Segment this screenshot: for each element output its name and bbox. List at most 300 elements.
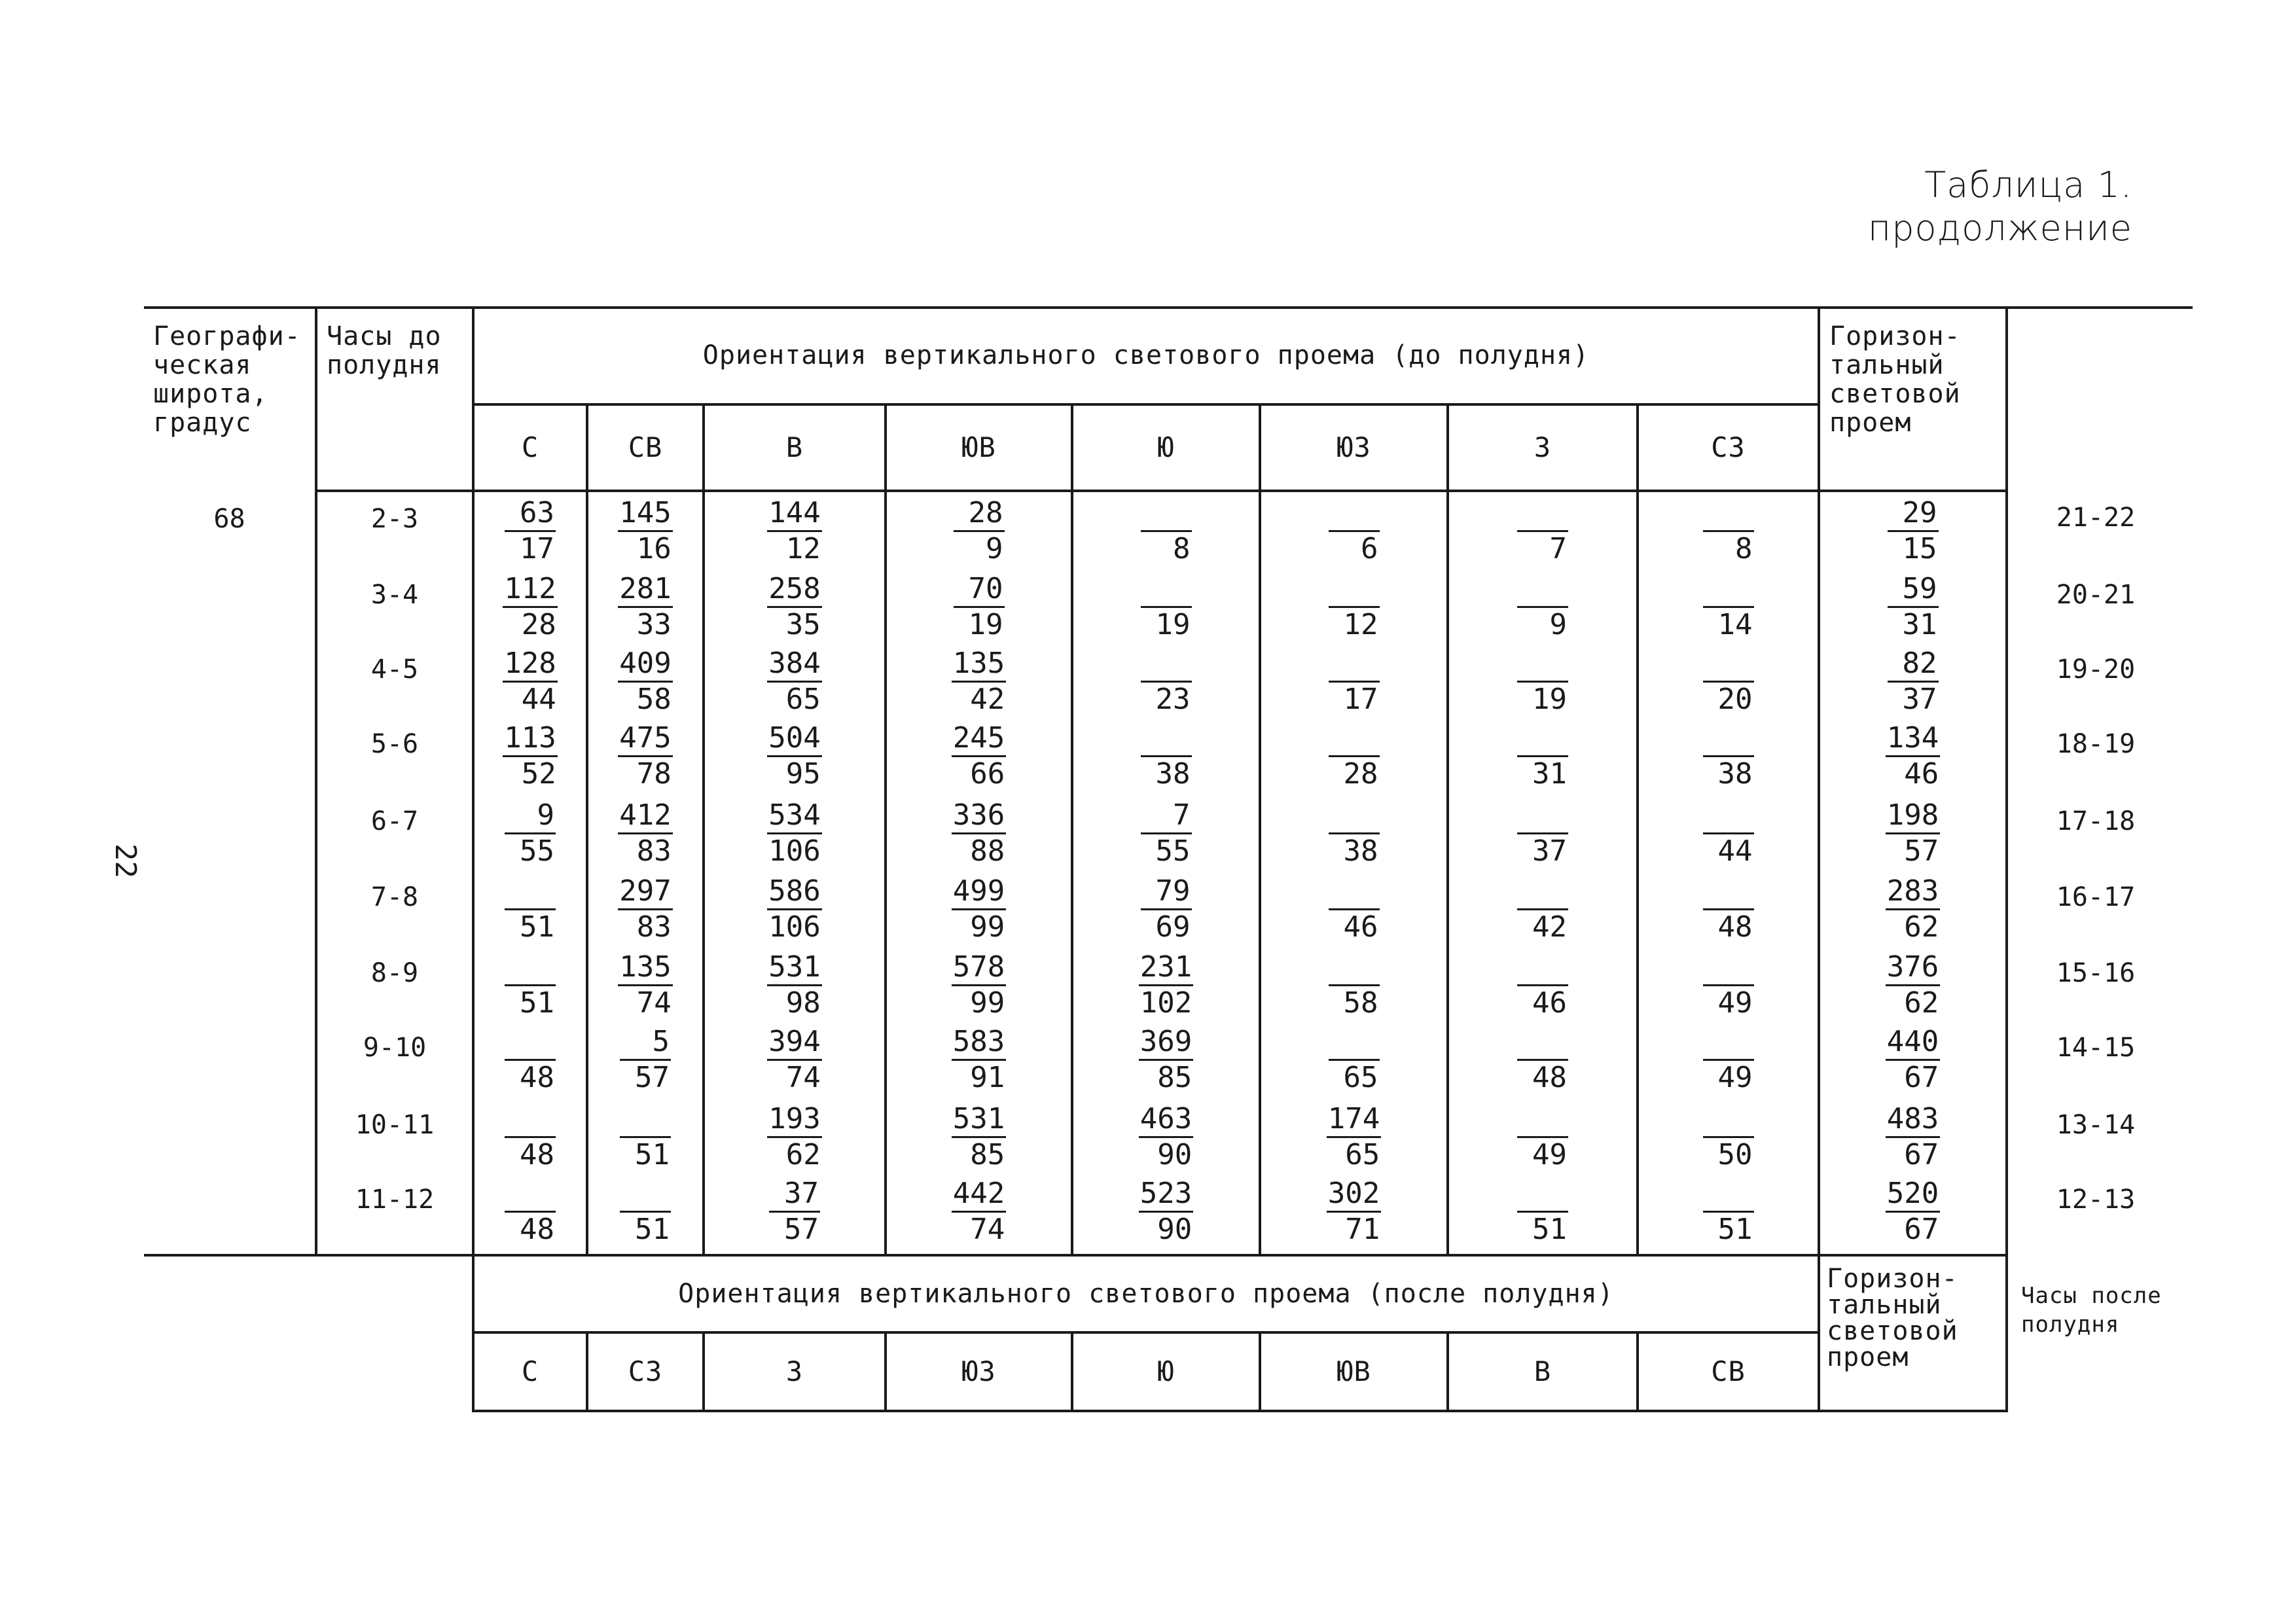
table-title-line2: продолжение	[1867, 207, 2132, 249]
fraction-denominator: 50	[1717, 1138, 1753, 1171]
fraction-numerator: 412	[618, 798, 672, 834]
fraction-denominator: 35	[785, 608, 821, 641]
horizontal-cell	[1819, 1098, 2007, 1173]
fraction	[1517, 647, 1568, 717]
fraction	[1329, 1025, 1380, 1095]
value-cell	[473, 717, 587, 794]
fraction-denominator: 49	[1717, 986, 1753, 1020]
hours-after-cell: 16-17	[2056, 882, 2136, 912]
fraction-cell	[1820, 946, 2005, 1020]
value-cell	[886, 1098, 1072, 1173]
latitude-cell	[144, 717, 316, 794]
fraction-denominator: 12	[1343, 608, 1378, 641]
value-cell	[1072, 870, 1260, 946]
fraction-numerator	[505, 1102, 556, 1138]
fraction-numerator	[620, 1177, 671, 1213]
fraction	[767, 1102, 821, 1172]
fraction-cell	[475, 1098, 586, 1172]
fraction-numerator	[1703, 1102, 1754, 1138]
hours-after-cell: 19-20	[2056, 654, 2136, 685]
fraction-numerator: 520	[1886, 1177, 1940, 1213]
value-cell	[1072, 946, 1260, 1021]
fraction	[1703, 721, 1754, 791]
hours-after-cell: 20-21	[2056, 580, 2136, 610]
fraction-denominator: 38	[1343, 834, 1378, 868]
fraction-cell	[1261, 1098, 1446, 1172]
latitude-cell	[144, 794, 316, 870]
fraction-cell	[588, 643, 702, 717]
fraction-denominator: 9	[986, 532, 1003, 565]
value-cell	[1072, 794, 1260, 870]
fraction-cell	[1261, 794, 1446, 868]
fraction-cell	[1639, 794, 1818, 868]
fraction	[1329, 647, 1380, 717]
fraction-denominator: 69	[1155, 910, 1191, 944]
fraction	[1141, 496, 1192, 566]
fraction-cell	[1073, 794, 1259, 868]
table-title	[1868, 164, 2132, 250]
horizontal-cell	[1819, 870, 2007, 946]
fraction-cell	[705, 717, 884, 791]
fraction-numerator: 336	[952, 798, 1006, 834]
fraction-denominator: 85	[1157, 1061, 1193, 1094]
fraction-cell	[705, 1098, 884, 1172]
fraction	[952, 647, 1006, 717]
fraction-numerator: 70	[954, 572, 1005, 608]
header-horizontal-after: Горизон- тальный световой проем	[1819, 1255, 2007, 1411]
fraction	[954, 496, 1005, 566]
fraction	[767, 950, 821, 1020]
value-cell	[587, 794, 704, 870]
hours-before-cell: 11-12	[316, 1173, 473, 1255]
fraction-cell	[1639, 1173, 1818, 1247]
table-row	[144, 568, 2183, 643]
fraction-numerator: 409	[618, 647, 672, 683]
fraction-denominator: 83	[636, 910, 672, 944]
fraction-cell	[475, 1173, 586, 1247]
fraction	[618, 647, 672, 717]
fraction-cell	[475, 492, 586, 566]
fraction-denominator: 55	[520, 834, 554, 868]
fraction	[1139, 1025, 1193, 1095]
value-cell	[704, 643, 886, 717]
value-cell	[704, 794, 886, 870]
fraction-denominator: 88	[970, 834, 1005, 868]
fraction-numerator	[1703, 572, 1754, 608]
fraction	[1329, 572, 1380, 642]
fraction-numerator: 245	[952, 721, 1006, 757]
value-cell	[1638, 946, 1819, 1021]
fraction	[1886, 874, 1940, 944]
fraction	[1703, 1025, 1754, 1095]
fraction	[1329, 950, 1380, 1020]
fraction-denominator: 62	[1904, 910, 1939, 944]
fraction-denominator: 16	[636, 532, 672, 565]
hours-after-cell: 13-14	[2056, 1110, 2136, 1140]
header-hours-after: Часы после полудня	[2021, 1283, 2162, 1338]
header-empty-right	[2007, 308, 2183, 491]
fraction-denominator: 99	[970, 986, 1005, 1020]
fraction-numerator: 475	[618, 721, 672, 757]
fraction	[952, 798, 1006, 868]
fraction-cell	[1639, 870, 1818, 944]
hours-before-cell: 6-7	[316, 794, 473, 870]
latitude-cell	[144, 643, 316, 717]
hours-after-cell: 15-16	[2056, 958, 2136, 988]
fraction-denominator: 99	[970, 910, 1005, 944]
fraction	[767, 572, 821, 642]
fraction-denominator: 102	[1139, 986, 1193, 1020]
fraction-cell	[588, 717, 702, 791]
fraction-numerator: 37	[769, 1177, 820, 1213]
fraction	[1886, 721, 1940, 791]
fraction-cell	[1639, 717, 1818, 791]
header-orientation-after: Ориентация вертикального светового проема (после полудня)	[473, 1255, 1819, 1332]
fraction	[618, 874, 672, 944]
fraction-cell	[475, 946, 586, 1020]
value-cell	[1260, 1173, 1448, 1255]
fraction	[1703, 798, 1754, 868]
hours-before-cell: 8-9	[316, 946, 473, 1021]
fraction	[1886, 1025, 1940, 1095]
fraction	[1703, 874, 1754, 944]
latitude-cell	[144, 568, 316, 643]
value-cell	[1260, 568, 1448, 643]
fraction-denominator: 8	[1735, 532, 1753, 565]
fraction-denominator: 57	[635, 1061, 670, 1094]
value-cell	[704, 1098, 886, 1173]
value-cell	[587, 946, 704, 1021]
fraction	[505, 1102, 556, 1172]
fraction-cell	[1449, 946, 1636, 1020]
fraction-denominator: 74	[970, 1213, 1005, 1246]
fraction-numerator	[1517, 1102, 1568, 1138]
header-orientation-before: Ориентация вертикального светового проема (до полудня)	[473, 308, 1819, 404]
latitude-cell	[144, 1021, 316, 1098]
fraction-cell	[887, 717, 1071, 791]
fraction-numerator: 440	[1886, 1025, 1940, 1061]
fraction	[952, 1025, 1006, 1095]
fraction-numerator	[1329, 798, 1380, 834]
fraction-numerator	[1329, 950, 1380, 986]
value-cell	[587, 1173, 704, 1255]
fraction-denominator: 31	[1902, 608, 1937, 641]
fraction-denominator: 51	[1532, 1213, 1567, 1246]
fraction-denominator: 48	[520, 1061, 554, 1094]
value-cell	[1260, 717, 1448, 794]
fraction-cell	[1820, 492, 2005, 566]
fraction-numerator	[1517, 647, 1568, 683]
fraction-numerator	[505, 874, 556, 910]
fraction	[1139, 1102, 1193, 1172]
value-cell	[1638, 870, 1819, 946]
fraction	[618, 721, 672, 791]
fraction-cell	[1261, 568, 1446, 642]
fraction-denominator: 48	[520, 1213, 554, 1246]
fraction-cell	[705, 794, 884, 868]
value-cell	[886, 794, 1072, 870]
data-table	[144, 308, 2183, 1412]
fraction	[1517, 1025, 1568, 1095]
fraction-cell	[1639, 568, 1818, 642]
fraction-denominator: 78	[636, 757, 672, 791]
fraction	[620, 1177, 671, 1247]
value-cell	[587, 870, 704, 946]
table-title-line1: Таблица 1.	[1924, 164, 2132, 205]
fraction-cell	[1073, 492, 1259, 566]
fraction-cell	[887, 643, 1071, 717]
fraction-numerator	[1703, 496, 1754, 532]
fraction-denominator: 48	[1717, 910, 1753, 944]
fraction-numerator: 534	[767, 798, 821, 834]
value-cell	[1260, 794, 1448, 870]
value-cell	[1638, 568, 1819, 643]
value-cell	[1072, 1021, 1260, 1098]
fraction-denominator: 74	[785, 1061, 821, 1094]
fraction-numerator: 82	[1888, 647, 1939, 683]
fraction-cell	[1261, 643, 1446, 717]
table-row	[144, 1173, 2183, 1255]
value-cell	[1448, 1021, 1638, 1098]
value-cell	[473, 1021, 587, 1098]
value-cell	[473, 870, 587, 946]
fraction-cell	[1820, 643, 2005, 717]
fraction-cell	[1449, 1173, 1636, 1247]
fraction-numerator: 523	[1139, 1177, 1193, 1213]
hours-after-cell: 18-19	[2056, 729, 2136, 759]
fraction-numerator: 79	[1141, 874, 1192, 910]
fraction-cell	[1449, 717, 1636, 791]
direction-header-before: З	[1448, 404, 1638, 491]
footer-empty	[144, 1332, 473, 1411]
latitude-cell: 68	[144, 491, 316, 568]
fraction-numerator	[1141, 572, 1192, 608]
fraction-numerator: 135	[952, 647, 1006, 683]
fraction-cell	[588, 794, 702, 868]
hours-after-cell: 14-15	[2056, 1033, 2136, 1063]
fraction-denominator: 91	[970, 1061, 1005, 1094]
fraction	[954, 572, 1005, 642]
fraction-numerator	[1141, 721, 1192, 757]
latitude-cell	[144, 1098, 316, 1173]
fraction-denominator: 20	[1717, 683, 1753, 716]
value-cell	[886, 1173, 1072, 1255]
fraction-denominator: 9	[1549, 608, 1567, 641]
value-cell	[1072, 643, 1260, 717]
table-row	[144, 946, 2183, 1021]
fraction-denominator: 55	[1155, 834, 1191, 868]
fraction-denominator: 65	[785, 683, 821, 716]
fraction-numerator: 369	[1139, 1025, 1193, 1061]
fraction-numerator: 193	[767, 1102, 821, 1138]
value-cell	[1448, 794, 1638, 870]
fraction-cell	[1449, 643, 1636, 717]
fraction	[505, 950, 556, 1020]
fraction-numerator: 483	[1886, 1102, 1940, 1138]
fraction-denominator: 38	[1155, 757, 1191, 791]
fraction-numerator	[505, 950, 556, 986]
fraction-cell	[1449, 1098, 1636, 1172]
fraction-cell	[705, 492, 884, 566]
fraction-denominator: 62	[1904, 986, 1939, 1020]
hours-before-cell: 10-11	[316, 1098, 473, 1173]
fraction-denominator: 42	[970, 683, 1005, 716]
fraction-denominator: 85	[970, 1138, 1005, 1171]
fraction-cell	[1073, 1173, 1259, 1247]
value-cell	[473, 643, 587, 717]
fraction-cell	[705, 870, 884, 944]
value-cell	[1638, 1021, 1819, 1098]
fraction	[1517, 1177, 1568, 1247]
hours-before-cell: 7-8	[316, 870, 473, 946]
direction-header-after: В	[1448, 1332, 1638, 1411]
fraction	[1327, 1177, 1381, 1247]
fraction-cell	[705, 1173, 884, 1247]
table-row	[144, 1021, 2183, 1098]
fraction-numerator	[1703, 721, 1754, 757]
horizontal-cell	[1819, 491, 2007, 568]
fraction-cell	[588, 568, 702, 642]
fraction-numerator	[1517, 721, 1568, 757]
fraction	[618, 572, 672, 642]
value-cell	[704, 1021, 886, 1098]
fraction	[1888, 496, 1939, 566]
direction-header-after: З	[704, 1332, 886, 1411]
value-cell	[587, 1098, 704, 1173]
fraction-numerator	[1517, 950, 1568, 986]
fraction-cell	[1639, 1098, 1818, 1172]
fraction-cell	[588, 870, 702, 944]
table-row	[144, 717, 2183, 794]
value-cell	[1638, 717, 1819, 794]
footer-header-row	[144, 1255, 2183, 1332]
value-cell	[886, 946, 1072, 1021]
fraction-denominator: 51	[635, 1213, 670, 1246]
fraction	[618, 950, 672, 1020]
value-cell	[1260, 643, 1448, 717]
fraction	[1329, 721, 1380, 791]
fraction	[1141, 572, 1192, 642]
fraction-denominator: 65	[1345, 1138, 1380, 1171]
fraction-numerator: 583	[952, 1025, 1006, 1061]
fraction	[1139, 950, 1193, 1020]
fraction-cell	[887, 1021, 1071, 1095]
fraction-numerator	[1141, 647, 1192, 683]
fraction-denominator: 66	[970, 757, 1005, 791]
fraction-cell	[588, 492, 702, 566]
value-cell	[473, 946, 587, 1021]
fraction	[952, 1102, 1006, 1172]
horizontal-cell	[1819, 946, 2007, 1021]
fraction-denominator: 62	[785, 1138, 821, 1171]
direction-header-before: ЮВ	[886, 404, 1072, 491]
fraction-numerator: 258	[767, 572, 821, 608]
fraction-numerator	[1329, 721, 1380, 757]
fraction-denominator: 51	[1717, 1213, 1753, 1246]
fraction-numerator: 499	[952, 874, 1006, 910]
table-row	[144, 870, 2183, 946]
fraction-denominator: 19	[1155, 608, 1191, 641]
fraction	[618, 496, 672, 566]
fraction-cell	[475, 568, 586, 642]
fraction-cell	[887, 492, 1071, 566]
fraction-cell	[588, 946, 702, 1020]
value-cell	[1638, 1173, 1819, 1255]
fraction	[1517, 572, 1568, 642]
horizontal-cell	[1819, 794, 2007, 870]
fraction-cell	[705, 568, 884, 642]
hours-after-cell: 12-13	[2056, 1185, 2136, 1215]
fraction	[620, 1025, 671, 1095]
footer-empty	[144, 1255, 473, 1332]
fraction-numerator	[1517, 572, 1568, 608]
fraction-numerator	[620, 1102, 671, 1138]
fraction-denominator: 44	[1717, 834, 1753, 868]
fraction-denominator: 51	[635, 1138, 670, 1171]
fraction-numerator: 376	[1886, 950, 1940, 986]
direction-header-before: С	[473, 404, 587, 491]
fraction-denominator: 51	[520, 986, 554, 1020]
value-cell	[1072, 717, 1260, 794]
fraction	[767, 647, 821, 717]
fraction-denominator: 7	[1549, 532, 1567, 565]
fraction-denominator: 8	[1173, 532, 1191, 565]
value-cell	[704, 946, 886, 1021]
direction-header-after: СВ	[1638, 1332, 1819, 1411]
fraction	[1886, 1102, 1940, 1172]
fraction	[767, 721, 821, 791]
fraction-denominator: 67	[1904, 1213, 1939, 1246]
fraction-cell	[1820, 1173, 2005, 1247]
fraction-cell	[1261, 717, 1446, 791]
fraction-denominator: 106	[768, 834, 821, 868]
fraction-denominator: 48	[1532, 1061, 1567, 1094]
fraction	[1517, 874, 1568, 944]
value-cell	[1448, 568, 1638, 643]
direction-header-before: В	[704, 404, 886, 491]
fraction-denominator: 95	[785, 757, 821, 791]
fraction	[1703, 572, 1754, 642]
fraction-denominator: 33	[636, 608, 672, 641]
fraction	[503, 721, 557, 791]
fraction	[618, 798, 672, 868]
direction-header-after: Ю	[1072, 1332, 1260, 1411]
fraction	[1141, 647, 1192, 717]
table-row	[144, 1098, 2183, 1173]
fraction-cell	[475, 717, 586, 791]
fraction-numerator: 283	[1886, 874, 1940, 910]
value-cell	[1638, 1098, 1819, 1173]
fraction-cell	[887, 568, 1071, 642]
fraction	[1886, 1177, 1940, 1247]
fraction-cell	[1639, 643, 1818, 717]
fraction-cell	[705, 1021, 884, 1095]
fraction	[505, 496, 556, 566]
fraction-numerator: 9	[505, 798, 556, 834]
fraction-numerator	[1517, 1177, 1568, 1213]
fraction-cell	[1449, 1021, 1636, 1095]
horizontal-cell	[1819, 717, 2007, 794]
value-cell	[1448, 1098, 1638, 1173]
fraction	[1886, 798, 1940, 868]
fraction-cell	[1449, 794, 1636, 868]
header-latitude: Географи- ческая широта, градус	[144, 308, 316, 491]
fraction-cell	[1820, 870, 2005, 944]
hours-before-cell: 9-10	[316, 1021, 473, 1098]
fraction	[1886, 950, 1940, 1020]
horizontal-cell	[1819, 643, 2007, 717]
fraction-denominator: 42	[1532, 910, 1567, 944]
